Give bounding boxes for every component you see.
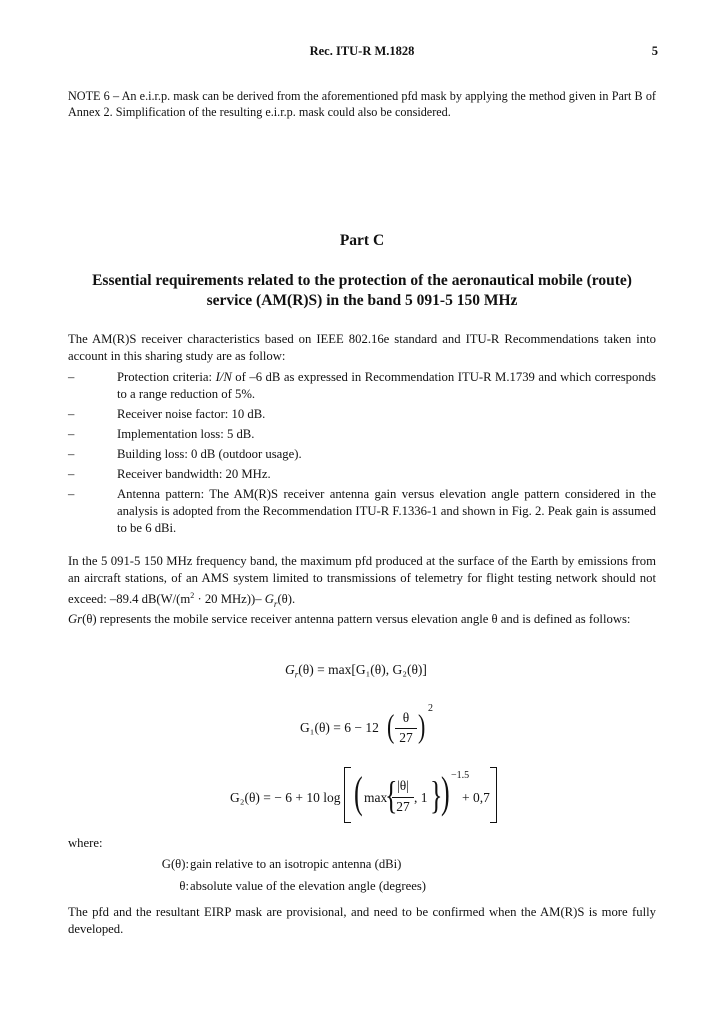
list-item: – Receiver noise factor: 10 dB. <box>68 407 266 421</box>
list-dash: – <box>68 447 75 461</box>
where-label: where: <box>68 836 103 850</box>
list-dash: – <box>68 370 75 384</box>
list-dash: – <box>68 487 75 501</box>
definition-symbol: G(θ): <box>161 857 189 871</box>
fraction-bar <box>392 797 414 798</box>
list-dash: – <box>68 467 75 481</box>
paren-left: ( <box>387 707 395 745</box>
page-number: 5 <box>651 44 658 58</box>
definition-symbol: θ: <box>179 879 189 893</box>
list-item: – Antenna pattern: The AM(R)S receiver antenna gain versus elevation angle pattern considered in the analysis is adopted from the Recommendation ITU-R F.1336-1 and shown in Fig. 2. Peak gain is assumed to be 6 dBi. <box>68 487 656 535</box>
document-title: Rec. ITU-R M.1828 <box>309 44 415 58</box>
paren-right: ) <box>418 707 426 745</box>
note-6: NOTE 6 – An e.i.r.p. mask can be derived from the aforementioned pfd mask by applying the method given in Part B of Annex 2. Simplification of the resulting e.i.r.p. mask could also be considered. <box>68 89 656 119</box>
list-item: – Building loss: 0 dB (outdoor usage). <box>68 447 302 461</box>
part-title: Part C <box>339 232 385 249</box>
intro-paragraph: The AM(R)S receiver characteristics based on IEEE 802.16e standard and ITU-R Recommendations taken into account in this sharing study are as follow: <box>68 332 656 363</box>
closing-paragraph: The pfd and the resultant EIRP mask are provisional, and need to be confirmed when the AM(R)S is more fully developed. <box>68 905 656 936</box>
list-dash: – <box>68 427 75 441</box>
gr-definition-paragraph: Gr(θ) represents the mobile service receiver antenna pattern versus elevation angle θ and is defined as follows: <box>68 612 631 626</box>
bracket-left <box>344 767 351 823</box>
equation-gr: $G_r(\theta) = \max[G_1(\theta)$, G₂(θ)] <box>285 662 427 680</box>
definition-text: absolute value of the elevation angle (degrees) <box>190 879 427 893</box>
paren-left: ( <box>354 768 363 818</box>
receiver-characteristics-list <box>68 369 656 540</box>
bracket-right <box>490 767 497 823</box>
fraction-bar <box>395 728 417 729</box>
brace-right: } <box>430 774 443 818</box>
brace-left: { <box>385 774 398 818</box>
list-item: – Protection criteria: I/N of –6 dB as expressed in Recommendation ITU-R M.1739 and which corresponds to a range reduction of 5%. <box>68 370 656 401</box>
pfd-paragraph: In the 5 091-5 150 MHz frequency band, the maximum pfd produced at the surface of the Earth by emissions from an aircraft stations, of an AMS system limited to transmissions of telemetry for flight testing network should not exceed: –89.4 $dB(W/(m^2 \cdot 20$ MHz))– $G_r(\theta)$. <box>68 554 656 609</box>
list-dash: – <box>68 407 75 421</box>
list-item: – Implementation loss: 5 dB. <box>68 427 255 441</box>
paren-right: ) <box>441 768 450 818</box>
list-item: – Receiver bandwidth: 20 MHz. <box>68 467 271 481</box>
section-heading: Essential requirements related to the protection of the aeronautical mobile (route) service (AM(R)S) in the band 5 091-5 150 MHz <box>92 272 632 309</box>
definition-text: gain relative to an isotropic antenna (dBi) <box>190 857 402 871</box>
